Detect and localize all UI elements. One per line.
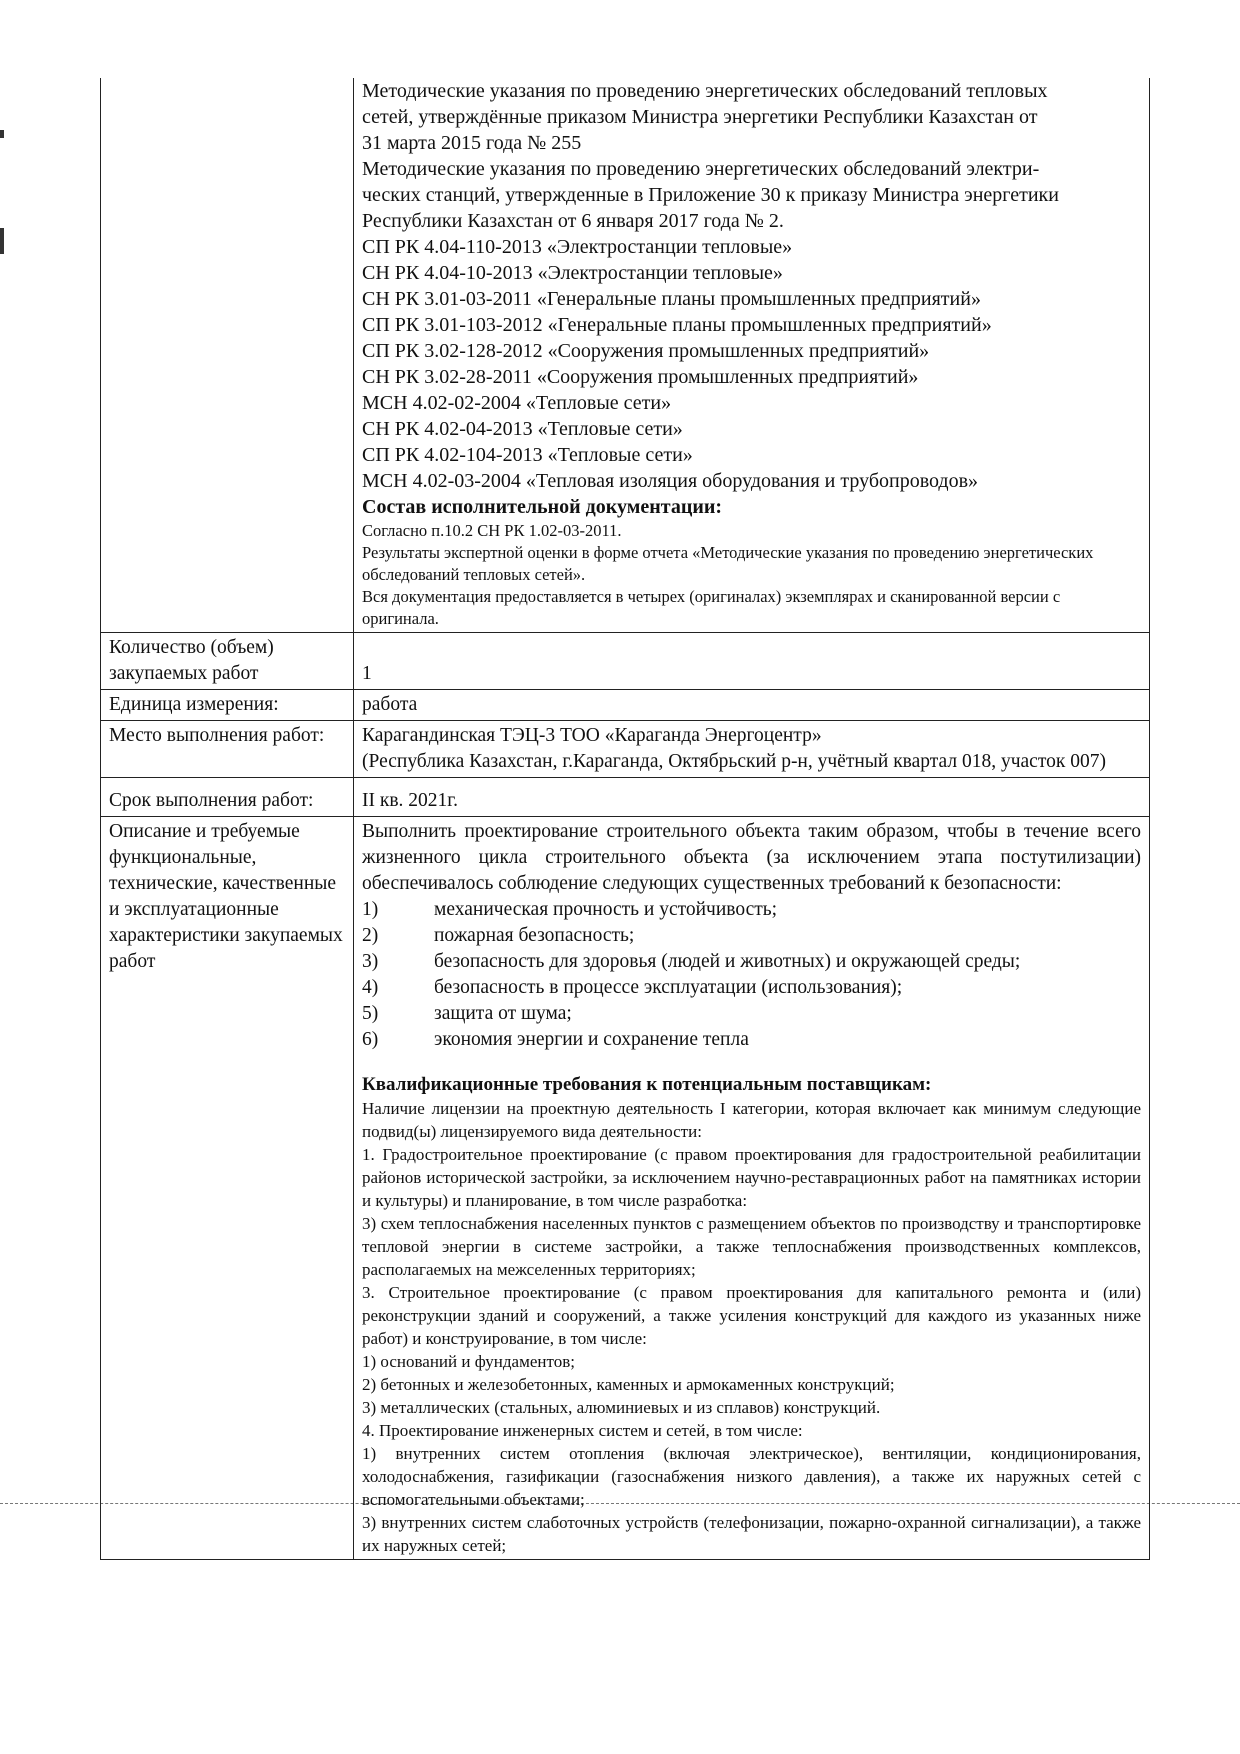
table-row	[101, 633, 1150, 690]
description-intro: Выполнить проектирование строительного объекта таким образом, чтобы в течение всего жизненного цикла строительного объекта (за исключением этапа постутилизации) обеспечивалось соблюдение следующих существенных требований к безопасности:	[362, 821, 1141, 894]
empty-label-cell	[101, 78, 354, 633]
qualification-paragraph: Наличие лицензии на проектную деятельность I категории, которая включает как минимум следующие подвид(ы) лицензируемого вида деятельности:	[362, 1099, 1141, 1141]
exec-doc-line: Результаты экспертной оценки в форме отчета «Методические указания по проведению энергетических обследований тепловых сетей».	[362, 543, 1094, 584]
description-label: Описание и требуемые функциональные, технические, качественные и эксплуатационные характеристики закупаемых работ	[101, 817, 354, 1560]
standards-cell	[354, 78, 1150, 633]
qualification-text	[362, 1097, 1141, 1557]
standard-line: МСН 4.02-02-2004 «Тепловые сети»	[362, 392, 672, 414]
list-item: 4) безопасность в процессе эксплуатации (использования);	[362, 977, 903, 998]
standard-line: СП РК 4.02-104-2013 «Тепловые сети»	[362, 444, 693, 466]
list-item: 1) механическая прочность и устойчивость;	[362, 899, 778, 920]
qualification-paragraph: 3) внутренних систем слаботочных устройств (телефонизации, пожарно-охранной сигнализации), а также их наружных сетей;	[362, 1513, 1141, 1555]
qualification-paragraph: 2) бетонных и железобетонных, каменных и армокаменных конструкций;	[362, 1375, 895, 1394]
list-item: 6) экономия энергии и сохранение тепла	[362, 1029, 749, 1050]
qualification-paragraph: 1) внутренних систем отопления (включая электрическое), вентиляции, кондиционирования, холодоснабжения, газификации (газоснабжения низкого давления), а также их наружных сетей с вспомогательными объектами;	[362, 1444, 1141, 1509]
quantity-label: Количество (объем) закупаемых работ	[101, 633, 354, 690]
standard-line: Республики Казахстан от 6 января 2017 года № 2.	[362, 210, 784, 232]
list-item: 3) безопасность для здоровья (людей и животных) и окружающей среды;	[362, 951, 1021, 972]
qualification-paragraph: 4. Проектирование инженерных систем и сетей, в том числе:	[362, 1421, 803, 1440]
qualification-title: Квалификационные требования к потенциальным поставщикам:	[362, 1074, 932, 1095]
exec-doc-line: Вся документация предоставляется в четырех (оригиналах) экземплярах и сканированной версии с оригинала.	[362, 587, 1061, 628]
standard-line: СН РК 3.02-28-2011 «Сооружения промышленных предприятий»	[362, 366, 919, 388]
standard-line: сетей, утверждённые приказом Министра энергетики Республики Казахстан от	[362, 106, 1038, 128]
standard-line: МСН 4.02-03-2004 «Тепловая изоляция оборудования и трубопроводов»	[362, 470, 979, 492]
exec-doc-line: Согласно п.10.2 СН РК 1.02-03-2011.	[362, 521, 622, 540]
procurement-spec-table	[100, 78, 1150, 1560]
standard-line: СП РК 3.01-103-2012 «Генеральные планы промышленных предприятий»	[362, 314, 992, 336]
term-label: Срок выполнения работ:	[101, 778, 354, 817]
description-cell	[354, 817, 1150, 1560]
standard-line: СП РК 4.04-110-2013 «Электростанции тепловые»	[362, 236, 793, 258]
qualification-paragraph: 1. Градостроительное проектирование (с правом проектирования для градостроительной реабилитации районов исторической застройки, за исключением научно-реставрационных работ на памятниках истории и культуры) и планирование, в том числе разработка:	[362, 1145, 1141, 1210]
table-row	[101, 721, 1150, 778]
table-row	[101, 778, 1150, 817]
place-value-line: (Республика Казахстан, г.Караганда, Октябрьский р-н, учётный квартал 018, участок 007)	[362, 751, 1106, 772]
qualification-paragraph: 3) металлических (стальных, алюминиевых и из сплавов) конструкций.	[362, 1398, 881, 1417]
standard-line: СН РК 4.02-04-2013 «Тепловые сети»	[362, 418, 683, 440]
exec-doc-title: Состав исполнительной документации:	[362, 496, 723, 518]
standard-line: СН РК 4.04-10-2013 «Электростанции тепловые»	[362, 262, 783, 284]
place-value-cell	[354, 721, 1150, 778]
unit-value: работа	[354, 690, 1150, 721]
scan-margin-mark	[0, 228, 4, 254]
standard-line: 31 марта 2015 года № 255	[362, 132, 582, 154]
table-row	[101, 78, 1150, 633]
standard-line: Методические указания по проведению энергетических обследований тепловых	[362, 80, 1048, 102]
qualification-paragraph: 1) оснований и фундаментов;	[362, 1352, 575, 1371]
list-item: 2) пожарная безопасность;	[362, 925, 635, 946]
term-value: II кв. 2021г.	[354, 778, 1150, 817]
quantity-value: 1	[354, 633, 1150, 690]
standard-line: Методические указания по проведению энергетических обследований электри-	[362, 158, 1040, 180]
standard-line: СП РК 3.02-128-2012 «Сооружения промышленных предприятий»	[362, 340, 930, 362]
list-item: 5) защита от шума;	[362, 1003, 572, 1024]
standard-line: СН РК 3.01-03-2011 «Генеральные планы промышленных предприятий»	[362, 288, 981, 310]
qualification-paragraph: 3) схем теплоснабжения населенных пунктов с размещением объектов по производству и транспортировке тепловой энергии в системе застройки, а также теплоснабжения производственных комплексов, располагаемых на межселенных территориях;	[362, 1214, 1141, 1279]
safety-requirements-list	[362, 897, 1141, 1053]
place-value-line: Карагандинская ТЭЦ-3 ТОО «Караганда Энергоцентр»	[362, 725, 822, 746]
table-row	[101, 690, 1150, 721]
standard-line: ческих станций, утвержденные в Приложение 30 к приказу Министра энергетики	[362, 184, 1059, 206]
place-label: Место выполнения работ:	[101, 721, 354, 778]
unit-label: Единица измерения:	[101, 690, 354, 721]
qualification-paragraph: 3. Строительное проектирование (с правом проектирования для капитального ремонта и (или) реконструкции зданий и сооружений, а также усиления конструкций для каждого из указанных ниже работ) и конструирование, в том числе:	[362, 1283, 1141, 1348]
table-row	[101, 817, 1150, 1560]
scan-margin-mark	[0, 130, 4, 138]
